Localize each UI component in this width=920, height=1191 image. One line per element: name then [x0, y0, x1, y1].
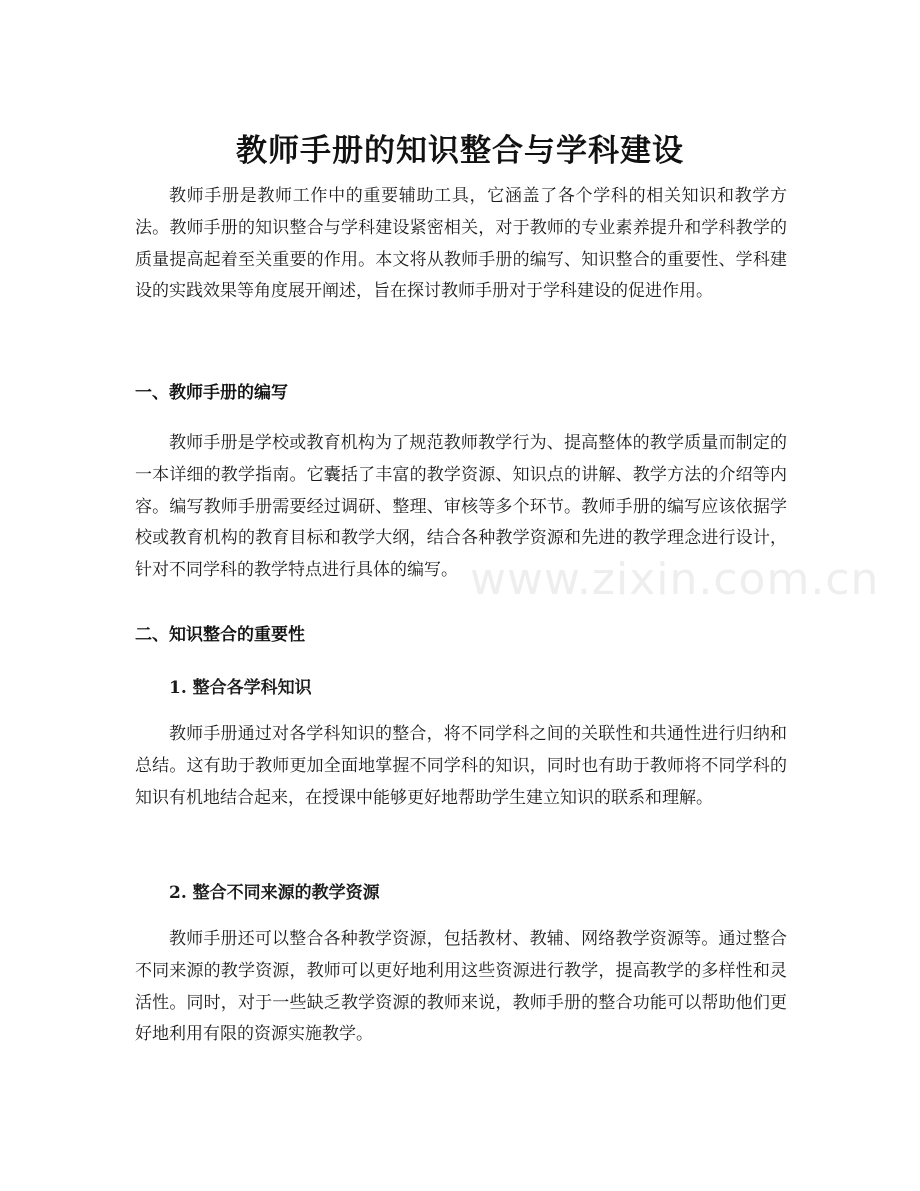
subsection-2-paragraph: 教师手册还可以整合各种教学资源，包括教材、教辅、网络教学资源等。通过整合不同来源的教学资源，教师可以更好地利用这些资源进行教学，提高教学的多样性和灵活性。同时，对于一些缺乏教学资源的教师来说，教师手册的整合功能可以帮助他们更好地利用有限的资源实施教学。: [135, 929, 787, 1045]
section-2-heading: 二、知识整合的重要性: [135, 625, 305, 645]
intro-paragraph: 教师手册是教师工作中的重要辅助工具，它涵盖了各个学科的相关知识和教学方法。教师手册的知识整合与学科建设紧密相关，对于教师的专业素养提升和学科教学的质量提高起着至关重要的作用。本文将从教师手册的编写、知识整合的重要性、学科建设的实践效果等角度展开阐述，旨在探讨教师手册对于学科建设的促进作用。: [135, 186, 787, 302]
watermark-text: www.zixin.com.cn: [470, 554, 880, 605]
document-title: 教师手册的知识整合与学科建设: [236, 132, 684, 169]
subsection-1-heading: 1. 整合各学科知识: [169, 678, 312, 698]
section-1-paragraph: 教师手册是学校或教育机构为了规范教师教学行为、提高整体的教学质量而制定的一本详细的教学指南。它囊括了丰富的教学资源、知识点的讲解、教学方法的介绍等内容。编写教师手册需要经过调研、整理、审核等多个环节。教师手册的编写应该依据学校或教育机构的教育目标和教学大纲，结合各种教学资源和先进的教学理念进行设计，针对不同学科的教学特点进行具体的编写。: [135, 433, 787, 581]
section-1-heading: 一、教师手册的编写: [135, 383, 288, 403]
subsection-1-paragraph: 教师手册通过对各学科知识的整合，将不同学科之间的关联性和共通性进行归纳和总结。这有助于教师更加全面地掌握不同学科的知识，同时也有助于教师将不同学科的知识有机地结合起来，在授课中能够更好地帮助学生建立知识的联系和理解。: [135, 724, 787, 808]
subsection-2-heading: 2. 整合不同来源的教学资源: [169, 883, 380, 903]
